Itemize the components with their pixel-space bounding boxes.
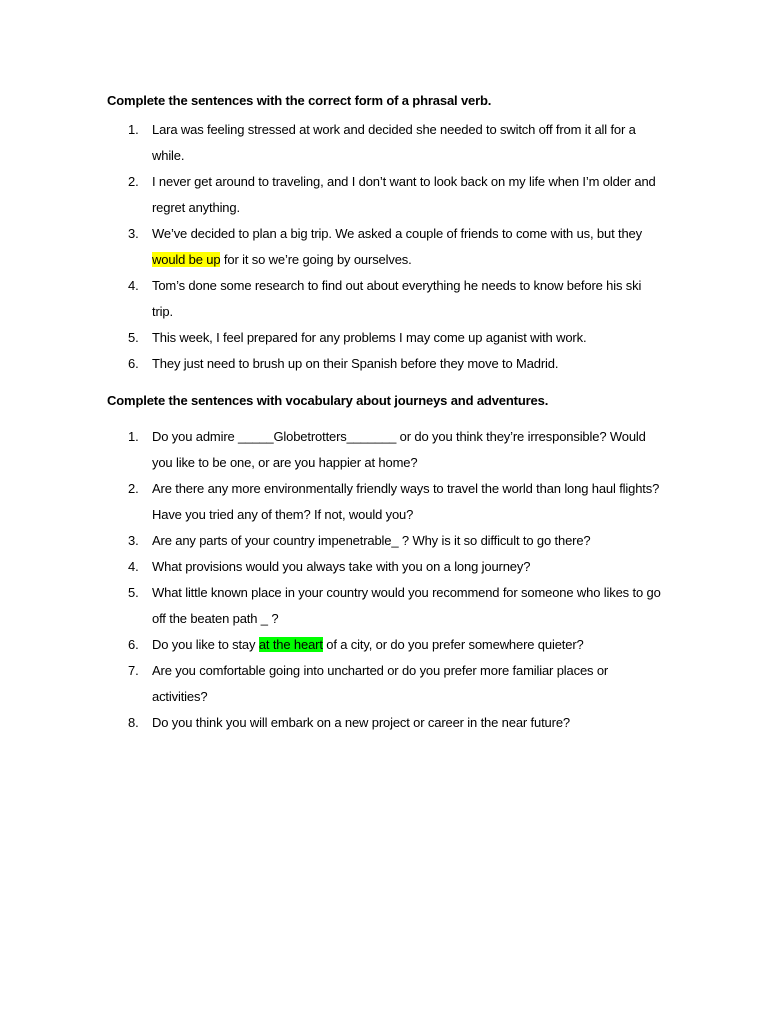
item-text bbox=[152, 221, 662, 273]
list-item bbox=[0, 424, 768, 476]
item-number: 5. bbox=[128, 585, 139, 600]
item-number: 4. bbox=[128, 559, 139, 574]
list-item bbox=[0, 351, 768, 377]
yellow-highlighted-answer: would be up bbox=[152, 252, 221, 267]
item-text: Tom’s done some research to find out about everything he needs to know before his ski trip. bbox=[152, 278, 642, 319]
list-item bbox=[0, 710, 768, 736]
item-number: 2. bbox=[128, 174, 139, 189]
list-item bbox=[0, 273, 768, 325]
item-number: 7. bbox=[128, 663, 139, 678]
item-number: 3. bbox=[128, 226, 139, 241]
text-after-highlight: of a city, or do you prefer somewhere quieter? bbox=[322, 637, 584, 652]
item-text: Are you comfortable going into uncharted or do you prefer more familiar places or activities? bbox=[152, 663, 609, 704]
item-text: Do you admire _____Globetrotters_______ or do you think they’re irresponsible? Would you like to be one, or are you happier at home? bbox=[152, 429, 646, 470]
list-item bbox=[0, 117, 768, 169]
item-text: I never get around to traveling, and I don’t want to look back on my life when I’m older and regret anything. bbox=[152, 174, 656, 215]
list-item bbox=[0, 658, 768, 710]
item-number: 1. bbox=[128, 429, 139, 444]
item-text: Are any parts of your country impenetrable_ ? Why is it so difficult to go there? bbox=[152, 533, 591, 548]
list-item bbox=[0, 632, 768, 658]
item-number: 4. bbox=[128, 278, 139, 293]
item-text: This week, I feel prepared for any problems I may come up aganist with work. bbox=[152, 330, 587, 345]
list-item bbox=[0, 476, 768, 528]
section-1-title: Complete the sentences with the correct form of a phrasal verb. bbox=[107, 93, 492, 108]
item-number: 1. bbox=[128, 122, 139, 137]
text-after-highlight: for it so we’re going by ourselves. bbox=[220, 252, 412, 267]
item-text: Lara was feeling stressed at work and decided she needed to switch off from it all for a while. bbox=[152, 122, 636, 163]
item-text: They just need to brush up on their Spanish before they move to Madrid. bbox=[152, 356, 559, 371]
item-text: Do you think you will embark on a new project or career in the near future? bbox=[152, 715, 570, 730]
item-number: 2. bbox=[128, 481, 139, 496]
list-item bbox=[0, 554, 768, 580]
list-item bbox=[0, 325, 768, 351]
item-number: 6. bbox=[128, 356, 139, 371]
green-highlighted-answer: at the heart bbox=[258, 637, 323, 652]
item-number: 6. bbox=[128, 637, 139, 652]
item-number: 5. bbox=[128, 330, 139, 345]
vocabulary-exercise-list bbox=[0, 424, 768, 736]
item-number: 3. bbox=[128, 533, 139, 548]
list-item bbox=[0, 528, 768, 554]
item-number: 8. bbox=[128, 715, 139, 730]
text-before-highlight: Do you like to stay bbox=[152, 637, 259, 652]
list-item bbox=[0, 169, 768, 221]
item-text: Are there any more environmentally friendly ways to travel the world than long haul flights? Have you tried any of them? If not, would you? bbox=[152, 481, 660, 522]
list-item bbox=[0, 221, 768, 273]
item-text: What little known place in your country would you recommend for someone who likes to go off the beaten path _ ? bbox=[152, 585, 661, 626]
list-item bbox=[0, 580, 768, 632]
section-2-title: Complete the sentences with vocabulary about journeys and adventures. bbox=[107, 393, 549, 408]
phrasal-verb-exercise-list bbox=[0, 117, 768, 377]
item-text: What provisions would you always take with you on a long journey? bbox=[152, 559, 531, 574]
item-text bbox=[152, 632, 662, 658]
text-before-highlight: We’ve decided to plan a big trip. We asked a couple of friends to come with us, but they bbox=[152, 226, 642, 241]
